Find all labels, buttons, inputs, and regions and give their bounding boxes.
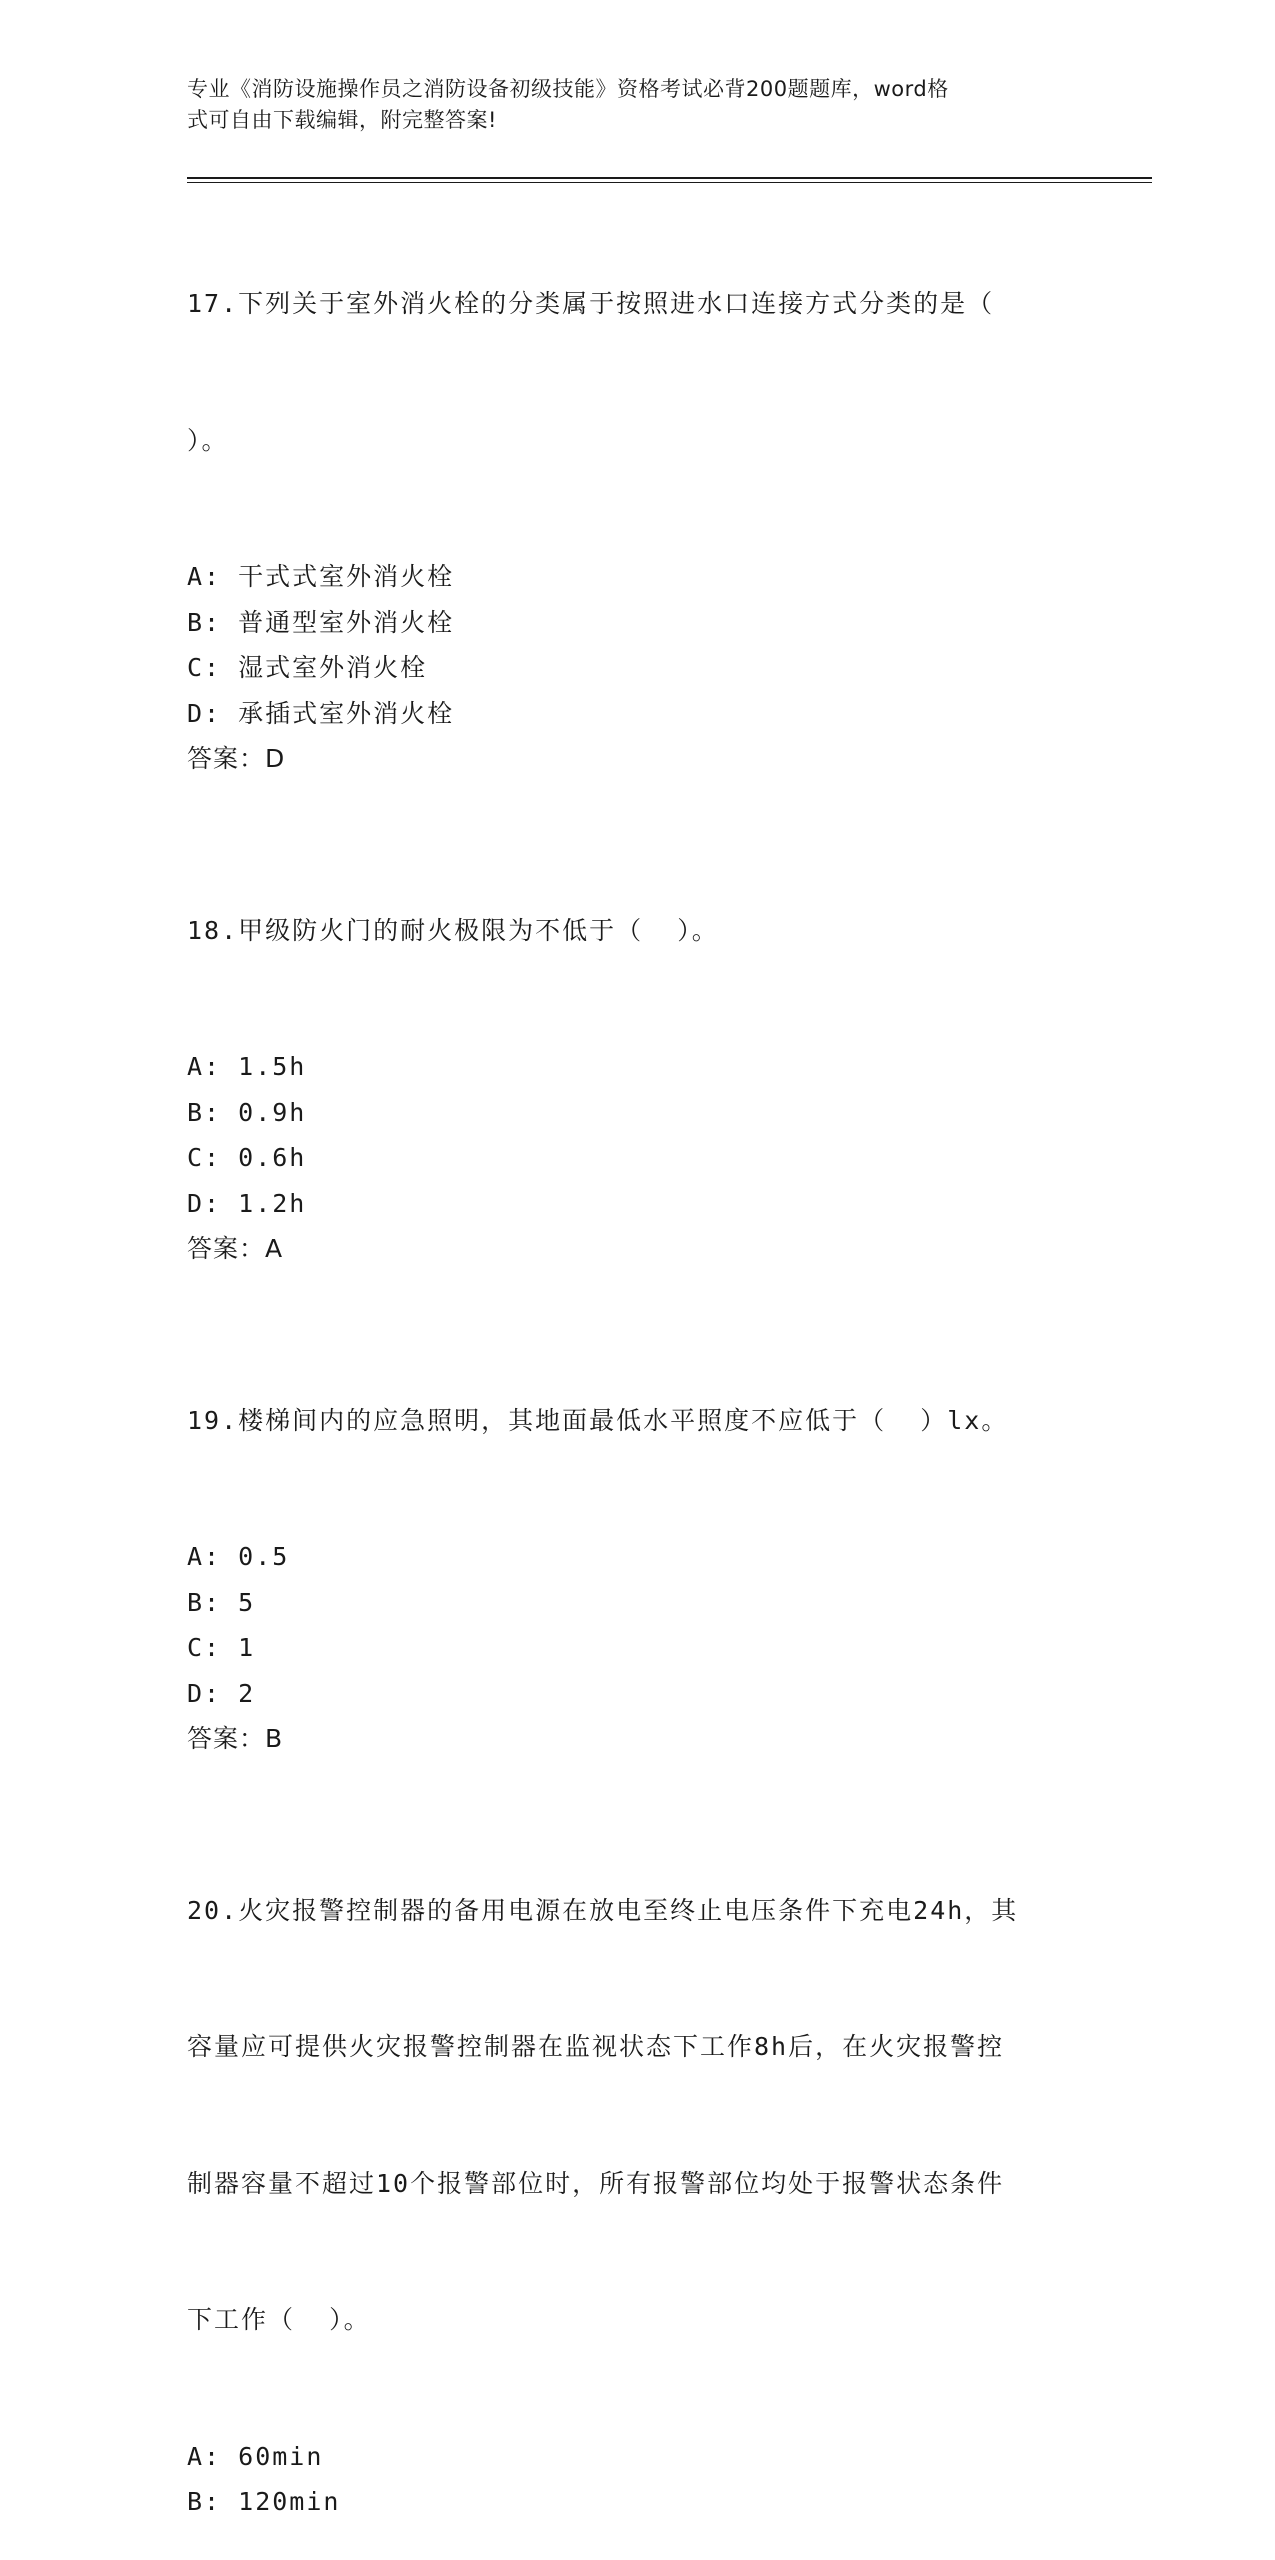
question-stem <box>187 817 1067 1045</box>
question-stem <box>187 190 1067 554</box>
question-stem-line: 17.下列关于室外消火栓的分类属于按照进水口连接方式分类的是（ <box>187 289 995 318</box>
question-stem-line: 容量应可提供火灾报警控制器在监视状态下工作8h后，在火灾报警控 <box>187 2032 1005 2061</box>
option-a: A: 0.5 <box>187 1542 290 1571</box>
option-b: B: 0.9h <box>187 1097 307 1127</box>
question-stem-line: ）。 <box>187 425 229 455</box>
question-stem-line: 20.火灾报警控制器的备用电源在放电至终止电压条件下充电24h，其 <box>187 1895 1019 1925</box>
answer-line: 答案：A <box>187 1234 284 1263</box>
document-header <box>187 74 1067 136</box>
header-divider-thin <box>187 182 1152 183</box>
option-c: C: 1 <box>187 1633 256 1662</box>
answer-line: 答案：B <box>187 1724 284 1753</box>
question-stem-line: 18.甲级防火门的耐火极限为不低于（ ）。 <box>187 915 719 945</box>
header-line-2: 式可自由下载编辑，附完整答案! <box>187 108 497 132</box>
header-line-1: 专业《消防设施操作员之消防设备初级技能》资格考试必背200题题库，word格 <box>187 77 949 101</box>
option-a: A: 干式式室外消火栓 <box>187 562 455 591</box>
option-d: D: 承插式室外消火栓 <box>187 698 455 728</box>
question-stem-line: 19.楼梯间内的应急照明，其地面最低水平照度不应低于（ ）lx。 <box>187 1405 1009 1435</box>
option-a: A: 1.5h <box>187 1052 307 1081</box>
question-20 <box>187 1797 1087 2525</box>
question-stem <box>187 1797 1067 2434</box>
header-divider-thick <box>187 177 1152 179</box>
question-18 <box>187 817 1087 1272</box>
question-17 <box>187 190 1087 782</box>
question-stem <box>187 1307 1067 1535</box>
option-c: C: 湿式室外消火栓 <box>187 653 428 682</box>
question-19 <box>187 1307 1087 1762</box>
answer-line: 答案：D <box>187 744 286 773</box>
question-stem-line: 制器容量不超过10个报警部位时，所有报警部位均处于报警状态条件 <box>187 2168 1005 2198</box>
option-a: A: 60min <box>187 2441 324 2471</box>
option-b: B: 120min <box>187 2487 341 2516</box>
option-c: C: 0.6h <box>187 1143 307 1172</box>
option-d: D: 2 <box>187 1678 256 1708</box>
option-b: B: 5 <box>187 1587 256 1617</box>
option-b: B: 普通型室外消火栓 <box>187 607 455 637</box>
question-stem-line: 下工作（ ）。 <box>187 2305 371 2334</box>
question-list <box>187 190 1087 2560</box>
option-d: D: 1.2h <box>187 1188 307 1218</box>
